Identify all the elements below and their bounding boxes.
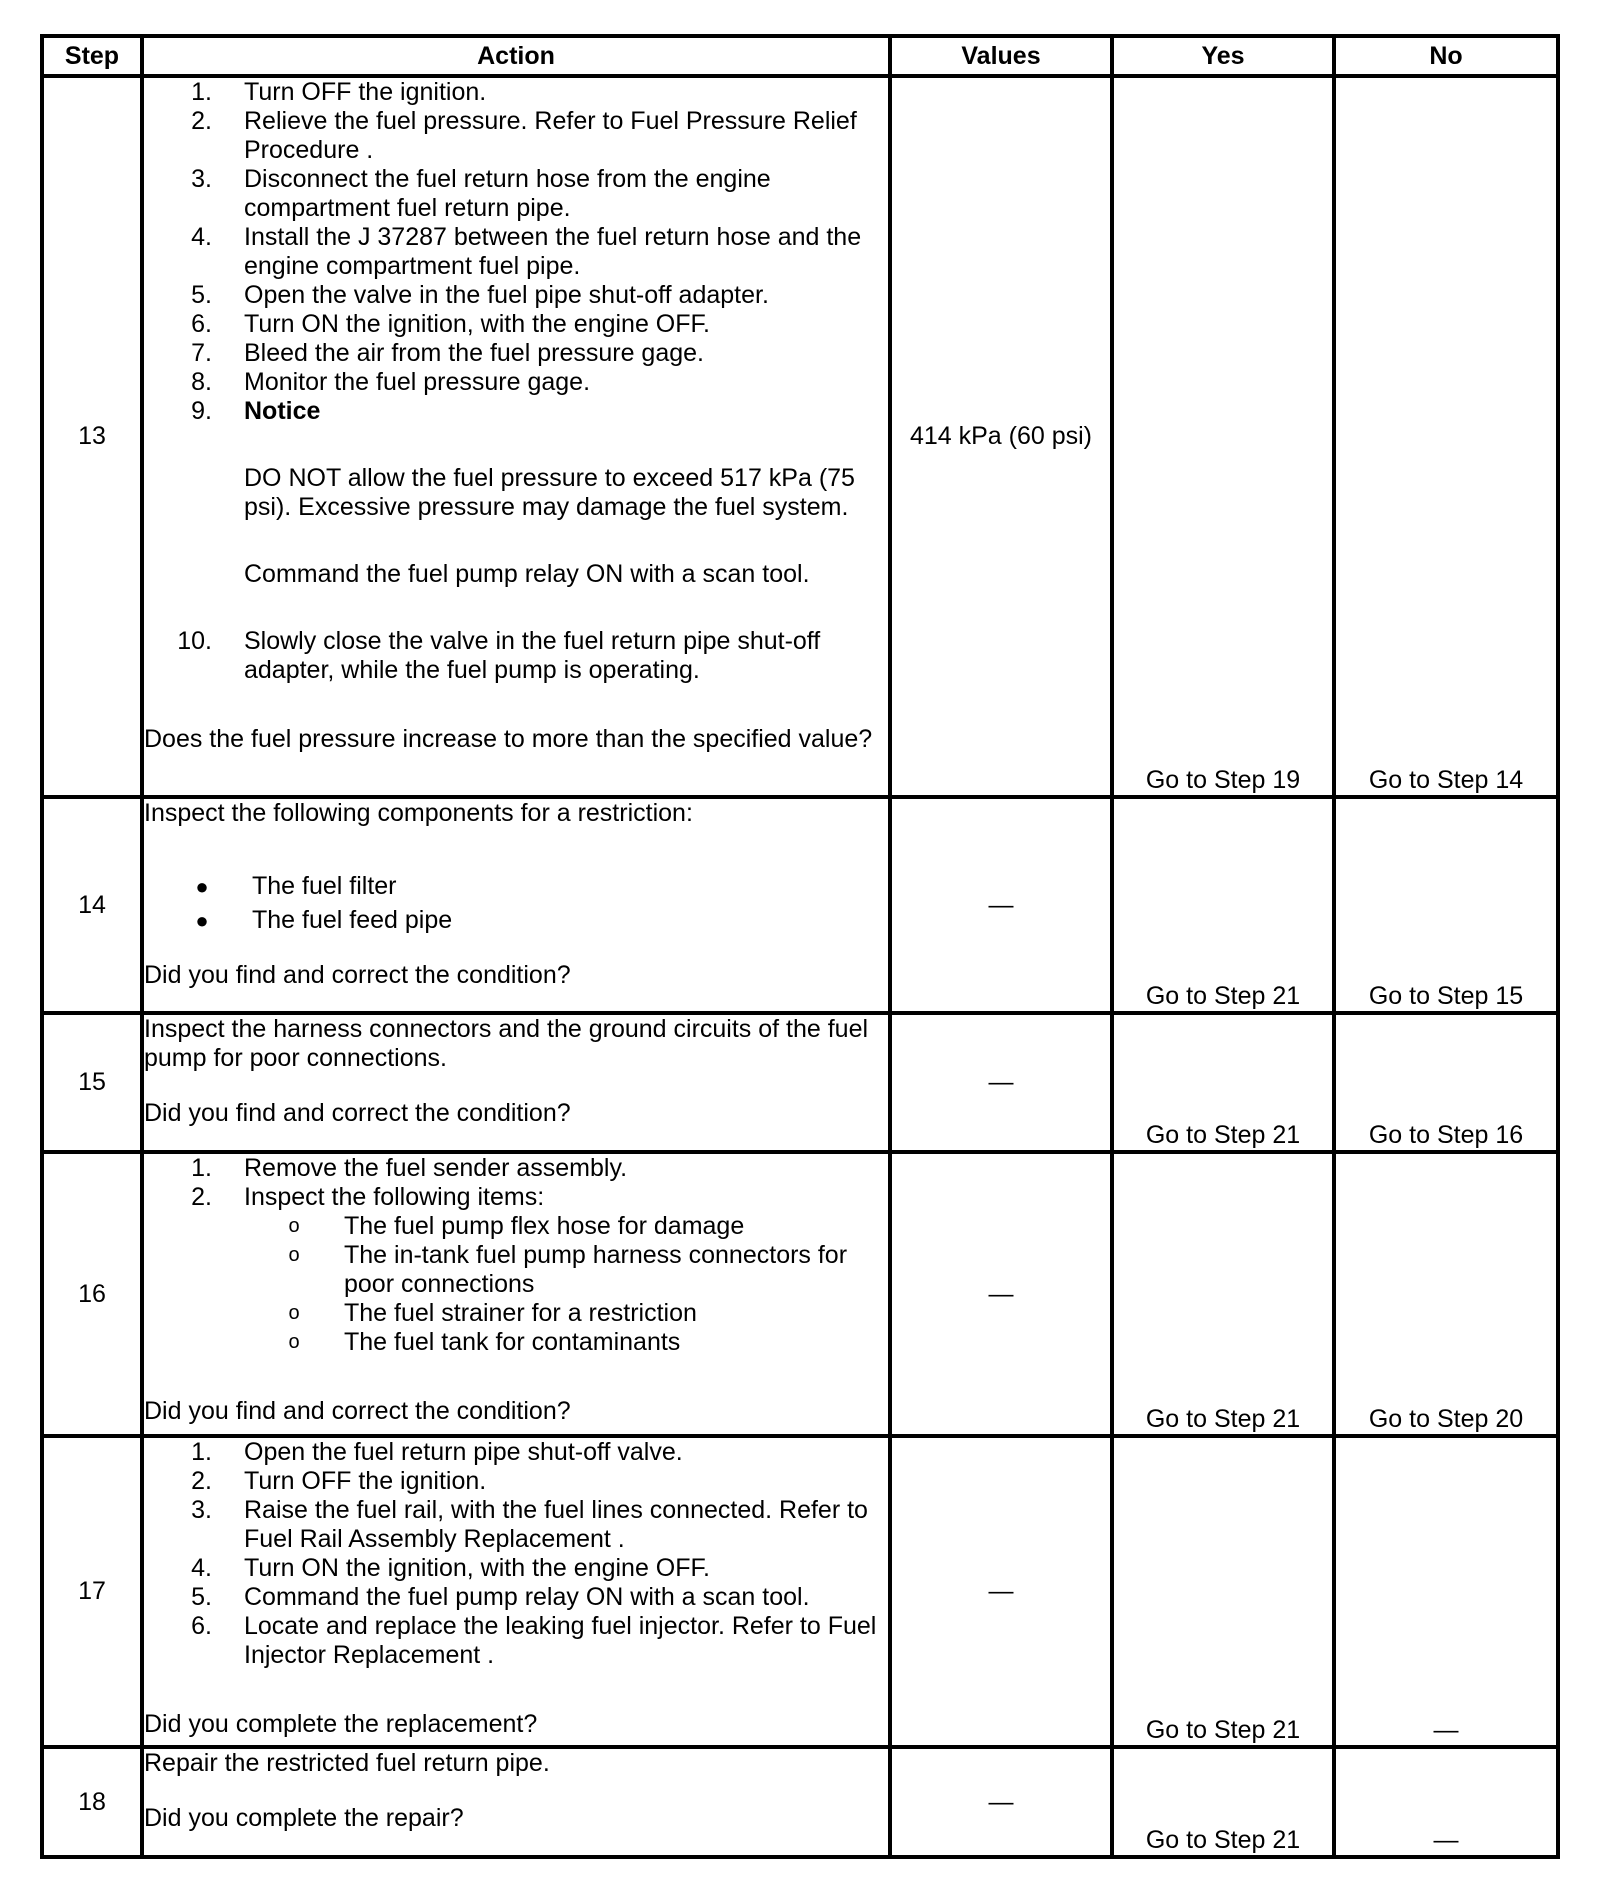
step-number: 14 xyxy=(42,797,142,1013)
step-number: 16 xyxy=(42,1152,142,1436)
no-cell: — xyxy=(1334,1747,1558,1857)
intro-text: Inspect the harness connectors and the ground circuits of the fuel pump for poor connections. xyxy=(144,1015,869,1072)
action-cell xyxy=(142,1747,890,1857)
sub-bullet-icon: o xyxy=(288,1215,300,1237)
notice-title: Notice xyxy=(244,397,321,425)
table-row xyxy=(42,1152,1558,1436)
bullet-list xyxy=(144,872,888,935)
item-text: The fuel strainer for a restriction xyxy=(344,1299,697,1327)
action-cell xyxy=(142,1152,890,1436)
step-number: 13 xyxy=(42,76,142,797)
no-cell: Go to Step 20 xyxy=(1334,1152,1558,1436)
value-cell: — xyxy=(890,1436,1112,1747)
item-text: Slowly close the valve in the fuel return pipe shut-off adapter, while the fuel pump is operating. xyxy=(244,627,821,684)
item-number: 2. xyxy=(191,1183,212,1211)
list-item xyxy=(144,872,888,901)
item-number: 6. xyxy=(191,1612,212,1640)
step-number: 15 xyxy=(42,1013,142,1152)
question-text: Does the fuel pressure increase to more than the specified value? xyxy=(144,725,873,753)
item-text: Locate and replace the leaking fuel injector. Refer to Fuel Injector Replacement . xyxy=(244,1612,877,1669)
item-text: Inspect the following items: xyxy=(244,1183,545,1211)
item-number: 1. xyxy=(191,1438,212,1466)
item-text: The in-tank fuel pump harness connectors for poor connections xyxy=(344,1241,848,1298)
value-cell: — xyxy=(890,1152,1112,1436)
step-number: 18 xyxy=(42,1747,142,1857)
item-number: 7. xyxy=(191,339,212,367)
notice-block xyxy=(244,397,888,627)
item-text: Relieve the fuel pressure. Refer to Fuel Pressure Relief Procedure . xyxy=(244,107,857,164)
step-list xyxy=(144,1438,888,1670)
question-text: Did you find and correct the condition? xyxy=(144,1397,571,1425)
list-item xyxy=(144,1554,888,1583)
item-text: Disconnect the fuel return hose from the engine compartment fuel return pipe. xyxy=(244,165,771,222)
list-item xyxy=(144,1154,888,1183)
table-row xyxy=(42,1013,1558,1152)
yes-cell: Go to Step 21 xyxy=(1112,1152,1334,1436)
item-text: Turn OFF the ignition. xyxy=(244,1467,487,1495)
list-item xyxy=(144,627,888,685)
header-yes: Yes xyxy=(1112,36,1334,76)
list-item xyxy=(144,1583,888,1612)
action-cell xyxy=(142,1436,890,1747)
list-item xyxy=(144,1438,888,1467)
item-number: 6. xyxy=(191,310,212,338)
item-text: Monitor the fuel pressure gage. xyxy=(244,368,591,396)
item-text: The fuel filter xyxy=(252,872,397,900)
list-item xyxy=(144,339,888,368)
question-text: Did you complete the repair? xyxy=(144,1804,464,1832)
yes-cell: Go to Step 21 xyxy=(1112,1436,1334,1747)
sub-list-item xyxy=(244,1299,888,1328)
item-body xyxy=(244,1183,888,1357)
header-values: Values xyxy=(890,36,1112,76)
item-number: 1. xyxy=(191,1154,212,1182)
item-text: Open the fuel return pipe shut-off valve. xyxy=(244,1438,683,1466)
list-item xyxy=(144,165,888,223)
yes-cell: Go to Step 19 xyxy=(1112,76,1334,797)
step-list xyxy=(144,1154,888,1357)
item-number: 3. xyxy=(191,165,212,193)
sub-list-item xyxy=(244,1328,888,1357)
header-action: Action xyxy=(142,36,890,76)
table-row xyxy=(42,1436,1558,1747)
yes-cell: Go to Step 21 xyxy=(1112,797,1334,1013)
value-cell: 414 kPa (60 psi) xyxy=(890,76,1112,797)
sub-bullet-icon: o xyxy=(288,1244,300,1266)
list-item xyxy=(144,1612,888,1670)
action-cell xyxy=(142,797,890,1013)
item-text: Turn OFF the ignition. xyxy=(244,78,487,106)
header-no: No xyxy=(1334,36,1558,76)
table-row xyxy=(42,1747,1558,1857)
list-item xyxy=(144,281,888,310)
value-cell: — xyxy=(890,1013,1112,1152)
list-item xyxy=(144,223,888,281)
no-cell: — xyxy=(1334,1436,1558,1747)
no-cell: Go to Step 15 xyxy=(1334,797,1558,1013)
sub-list xyxy=(244,1212,888,1357)
bullet-icon: ● xyxy=(195,874,209,899)
item-text: Turn ON the ignition, with the engine OFF. xyxy=(244,1554,710,1582)
item-text: Raise the fuel rail, with the fuel lines connected. Refer to Fuel Rail Assembly Replacement . xyxy=(244,1496,868,1553)
question-text: Did you find and correct the condition? xyxy=(144,961,571,989)
list-item xyxy=(144,1183,888,1357)
item-text: The fuel tank for contaminants xyxy=(344,1328,681,1356)
item-number: 2. xyxy=(191,1467,212,1495)
item-text: Command the fuel pump relay ON with a scan tool. xyxy=(244,1583,810,1611)
action-cell xyxy=(142,76,890,797)
item-text: The fuel feed pipe xyxy=(252,906,453,934)
item-number: 8. xyxy=(191,368,212,396)
no-cell: Go to Step 14 xyxy=(1334,76,1558,797)
sub-bullet-icon: o xyxy=(288,1331,300,1353)
list-item xyxy=(144,78,888,107)
list-item xyxy=(144,368,888,397)
item-text: Open the valve in the fuel pipe shut-off adapter. xyxy=(244,281,769,309)
list-item xyxy=(144,310,888,339)
value-cell: — xyxy=(890,797,1112,1013)
list-item xyxy=(144,397,888,627)
item-number: 3. xyxy=(191,1496,212,1524)
notice-command: Command the fuel pump relay ON with a scan tool. xyxy=(244,560,810,588)
table-row xyxy=(42,76,1558,797)
header-row xyxy=(42,36,1558,76)
diagnostic-table xyxy=(40,34,1560,1859)
item-number: 5. xyxy=(191,281,212,309)
yes-cell: Go to Step 21 xyxy=(1112,1013,1334,1152)
value-cell: — xyxy=(890,1747,1112,1857)
sub-list-item xyxy=(244,1212,888,1241)
item-number: 10. xyxy=(177,627,212,655)
header-step: Step xyxy=(42,36,142,76)
table-row xyxy=(42,797,1558,1013)
item-text: Bleed the air from the fuel pressure gage. xyxy=(244,339,704,367)
item-number: 5. xyxy=(191,1583,212,1611)
step-number: 17 xyxy=(42,1436,142,1747)
list-item xyxy=(144,1496,888,1554)
action-cell xyxy=(142,1013,890,1152)
question-text: Did you complete the replacement? xyxy=(144,1710,538,1738)
intro-text: Inspect the following components for a restriction: xyxy=(144,799,693,827)
item-text: Turn ON the ignition, with the engine OFF. xyxy=(244,310,710,338)
sub-list-item xyxy=(244,1241,888,1299)
question-text: Did you find and correct the condition? xyxy=(144,1099,571,1127)
intro-text: Repair the restricted fuel return pipe. xyxy=(144,1749,550,1777)
notice-text: DO NOT allow the fuel pressure to exceed 517 kPa (75 psi). Excessive pressure may damage the fuel system. xyxy=(244,464,855,521)
list-item xyxy=(144,1467,888,1496)
list-item xyxy=(144,107,888,165)
no-cell: Go to Step 16 xyxy=(1334,1013,1558,1152)
item-text: Install the J 37287 between the fuel return hose and the engine compartment fuel pipe. xyxy=(244,223,862,280)
item-number: 4. xyxy=(191,1554,212,1582)
list-item xyxy=(144,906,888,935)
item-text: Remove the fuel sender assembly. xyxy=(244,1154,628,1182)
item-number: 4. xyxy=(191,223,212,251)
item-number: 1. xyxy=(191,78,212,106)
bullet-icon: ● xyxy=(195,908,209,933)
step-list xyxy=(144,78,888,685)
item-text: The fuel pump flex hose for damage xyxy=(344,1212,745,1240)
sub-bullet-icon: o xyxy=(288,1302,300,1324)
yes-cell: Go to Step 21 xyxy=(1112,1747,1334,1857)
item-number: 2. xyxy=(191,107,212,135)
item-number: 9. xyxy=(191,397,212,425)
